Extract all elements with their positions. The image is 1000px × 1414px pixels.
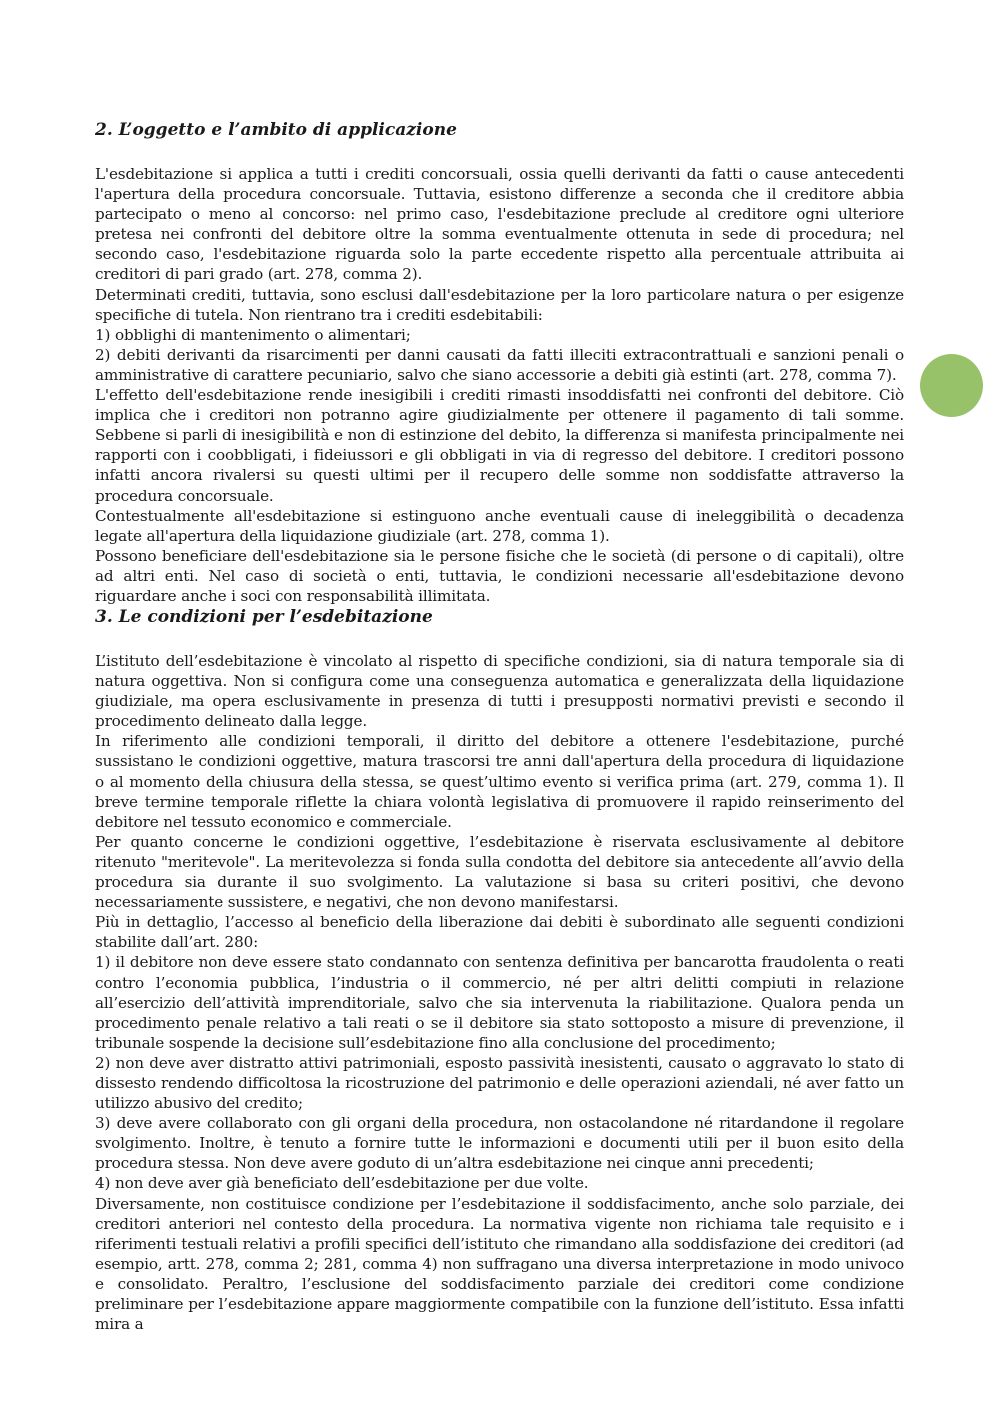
section-2-body xyxy=(95,164,904,606)
paragraph: L’istituto dell’esdebitazione è vincolato al rispetto di specifiche condizioni, sia di natura temporale sia di natura oggettiva. Non si configura come una conseguenza automatica e generalizzata della liquidazione giudiziale, ma opera esclusivamente in presenza di tutti i presupposti normativi previsti e secondo il procedimento delineato dalla legge. xyxy=(95,652,904,731)
section-2-heading: 2. L’oggetto e l’ambito di applicazione xyxy=(95,120,457,140)
paragraph: Diversamente, non costituisce condizione per l’esdebitazione il soddisfacimento, anche solo parziale, dei creditori anteriori nel contesto della procedura. La normativa vigente non richiama tale requisito e i riferimenti testuali relativi a profili specifici dell’istituto che rimandano alla soddisfazione dei creditori (ad esempio, artt. 278, comma 2; 281, comma 4) non suffragano una diversa interpretazione in modo univoco e consolidato. Peraltro, l’esclusione del soddisfacimento parziale dei creditori come condizione preliminare per l’esdebitazione appare maggiormente compatibile con la funzione dell’istituto. Essa infatti mira a xyxy=(95,1194,904,1334)
green-circle-decoration xyxy=(920,354,983,417)
list-item: 3) deve avere collaborato con gli organi della procedura, non ostacolandone né ritardandone il regolare svolgimento. Inoltre, è tenuto a fornire tutte le informazioni e documenti utili per il buon esito della procedura stessa. Non deve avere goduto di un’altra esdebitazione nei cinque anni precedenti; xyxy=(95,1114,904,1173)
list-item: 1) obblighi di mantenimento o alimentari; xyxy=(95,325,411,344)
paragraph: Possono beneficiare dell'esdebitazione sia le persone fisiche che le società (di persone o di capitali), oltre ad altri enti. Nel caso di società o enti, tuttavia, le condizioni necessarie all'esdebitazione devono riguardare anche i soci con responsabilità illimitata. xyxy=(95,546,904,605)
section-3-heading: 3. Le condizioni per l’esdebitazione xyxy=(95,607,433,627)
paragraph: In riferimento alle condizioni temporali, il diritto del debitore a ottenere l'esdebitazione, purché sussistano le condizioni oggettive, matura trascorsi tre anni dall'apertura della procedura di liquidazione o al momento della chiusura della stessa, se quest’ultimo evento si verifica prima (art. 279, comma 1). Il breve termine temporale riflette la chiara volontà legislativa di promuovere il rapido reinserimento del debitore nel tessuto economico e commerciale. xyxy=(95,732,904,831)
paragraph: Più in dettaglio, l’accesso al beneficio della liberazione dai debiti è subordinato alle seguenti condizioni stabilite dall’art. 280: xyxy=(95,913,904,952)
list-item: 2) non deve aver distratto attivi patrimoniali, esposto passività inesistenti, causato o aggravato lo stato di dissesto rendendo difficoltosa la ricostruzione del patrimonio e delle operazioni aziendali, né aver fatto un utilizzo abusivo del credito; xyxy=(95,1053,904,1113)
list-item: 2) debiti derivanti da risarcimenti per danni causati da fatti illeciti extracontrattuali e sanzioni penali o amministrative di carattere pecuniario, salvo che siano accessorie a debiti già estinti (art. 278, comma 7). xyxy=(95,345,904,384)
paragraph: Determinati crediti, tuttavia, sono esclusi dall'esdebitazione per la loro particolare natura o per esigenze specifiche di tutela. Non rientrano tra i crediti esdebitabili: xyxy=(95,285,904,324)
section-3-body xyxy=(95,651,904,1334)
list-item: 1) il debitore non deve essere stato condannato con sentenza definitiva per bancarotta fraudolenta o reati contro l’economia pubblica, l’industria o il commercio, né per altri delitti compiuti in relazione all’esercizio dell’attività imprenditoriale, salvo che sia intervenuta la riabilitazione. Qualora penda un procedimento penale relativo a tali reati o se il debitore sia stato sottoposto a misure di prevenzione, il tribunale sospende la decisione sull’esdebitazione fino alla conclusione del procedimento; xyxy=(95,953,904,1052)
list-item: 4) non deve aver già beneficiato dell’esdebitazione per due volte. xyxy=(95,1174,589,1193)
paragraph: L'esdebitazione si applica a tutti i crediti concorsuali, ossia quelli derivanti da fatti o cause antecedenti l'apertura della procedura concorsuale. Tuttavia, esistono differenze a seconda che il creditore abbia partecipato o meno al concorso: nel primo caso, l'esdebitazione preclude al creditore ogni ulteriore pretesa nei confronti del debitore oltre la somma eventualmente ottenuta in sede di procedura; nel secondo caso, l'esdebitazione riguarda solo la parte eccedente rispetto alla percentuale attribuita ai creditori di pari grado (art. 278, comma 2). xyxy=(95,165,904,284)
paragraph: L'effetto dell'esdebitazione rende inesigibili i crediti rimasti insoddisfatti nei confronti del debitore. Ciò implica che i creditori non potranno agire giudizialmente per ottenere il pagamento di tali somme. Sebbene si parli di inesigibilità e non di estinzione del debito, la differenza si manifesta principalmente nei rapporti con i coobbligati, i fideiussori e gli obbligati in via di regresso del debitore. I creditori possono infatti ancora rivalersi su questi ultimi per il recupero delle somme non soddisfatte attraverso la procedura concorsuale. xyxy=(95,386,904,505)
paragraph: Per quanto concerne le condizioni oggettive, l’esdebitazione è riservata esclusivamente al debitore ritenuto "meritevole". La meritevolezza si fonda sulla condotta del debitore sia antecedente all’avvio della procedura sia durante il suo svolgimento. La valutazione si basa su criteri positivi, che devono necessariamente sussistere, e negativi, che non devono manifestarsi. xyxy=(95,832,904,912)
paragraph: Contestualmente all'esdebitazione si estinguono anche eventuali cause di ineleggibilità o decadenza legate all'apertura della liquidazione giudiziale (art. 278, comma 1). xyxy=(95,506,904,545)
